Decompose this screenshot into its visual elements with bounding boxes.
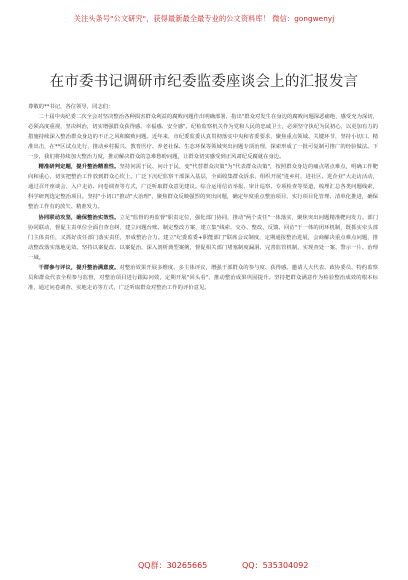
- footer-qq: [242, 560, 308, 571]
- paragraph-lead: 干群参与评议，提升整治满意度。: [38, 264, 120, 271]
- footer-qq-group: [138, 560, 207, 571]
- qq-label: QQ：: [242, 561, 263, 570]
- paragraph: [28, 263, 378, 293]
- paragraph-text: 立足"监督的再监督"职责定位，强化部门协同，推动"两个责任"一体落实，聚焦突出问题精准靶向发力。部门协同联动，督促主责单位全面自查自纠，建立问题台账、制定整改方案，建立集"线索、交办、整改、反馈、回访"于一体的闭环机制，既抓实牵头部门主体责任，又抓好责任部门落实责任，形成整治合力。建立"纪委监委+职能部门"联席会议制度，定期通报整治进展，会商解决重点难点问题，推动整改落实落地见效。坚持以案促改、以案促治，深入剖析典型案例，督促相关部门堵塞制度漏洞、完善监管机制，实现查处一案、警示一片、治理一域。: [28, 214, 378, 261]
- document-body: [28, 102, 378, 293]
- qq-group-value: 30265665: [166, 561, 208, 570]
- banner-text: 关注头条号"公文研究"，获得最新最全最专业的公文资料库！ 微信：gongwenyj: [73, 14, 335, 23]
- paragraph-text: 二十届中央纪委二次全会对坚决整治各种损害群众利益的腐败问题作出明确部署，指出"群众对发生在身边的腐败问题深恶痛绝，感受充为深切，必须高度重视，坚决纠治，切实增强群众获得感、幸福感、安全感"。纪检监察机关作为党和人民的忠诚卫士，必须坚守执纪为民初心，以更加有力的措施持续深入整治群众身边的不正之风和腐败问题。近年来，市纪委监委认真贯彻落实中央和省委要求，聚焦重点领域、关键环节，坚持小切口、精准出击，在**区试点先行，推动乡村振兴、教育医疗、养老社保、生态环保等领域突出问题专项治理，探索形成了一批可复制可推广的经验做法。下一步，我们将持续加大整治力度，推动解决群众的急难愁盼问题，让群众切实感受到正风肃纪反腐就在身边。: [28, 114, 378, 161]
- paragraph-lead: 精准研判定题，提升整治精准性。: [38, 164, 120, 171]
- paragraph-text: 对整治效果开展多维度、多主体评议，增强干部群众的参与度、获得感。邀请人大代表、政协委员、特约监察员和群众代表全程参与监督，对整治项目进行跟踪问效，定期开展"回头看"，推动整治成果巩固提升。坚持把群众满意作为检验整治成效的根本标准，通过问卷调查、实地走访等方式，广泛听取群众对整治工作的评价意见。: [28, 264, 378, 291]
- paragraph-text: 坚持问需于民、问计于民，变"代替群众决策"为"代表群众决策"，按照群众身边的痛点堵点难点，明确工作靶向和重心，切实把整治工作放到群众心坎上。广泛下沉纪监察干部深入基层，全面收集群众诉求，组织开展"进乡村、进社区、进企业"大走访活动，通过召开座谈会、入户走访、问卷调查等方式，广泛听取群众意见建议。综合运用信访举报、审计巡察、专项检查等渠道，梳理汇总各类问题线索，科学研判选定整治项目。坚持"小切口"推动"大治理"，聚焦群众反映强烈的突出问题，确定年度重点整治项目，实行项目化管理、清单化推进，确保整治工作有的放矢、精准发力。: [28, 164, 378, 211]
- top-banner: [0, 0, 408, 46]
- paragraph: [28, 213, 378, 263]
- paragraph: [28, 162, 378, 212]
- document-title: 在市委书记调研市纪委监委座谈会上的汇报发言: [49, 74, 359, 90]
- paragraph-lead: 协同联动攻坚，确保整治实效性。: [38, 214, 120, 221]
- footer: [0, 557, 408, 575]
- greeting: 尊敬的**书记，各位领导，同志们：: [28, 104, 114, 110]
- qq-group-label: QQ群：: [138, 561, 167, 570]
- qq-value: 535304092: [262, 561, 309, 570]
- paragraph: [28, 112, 378, 162]
